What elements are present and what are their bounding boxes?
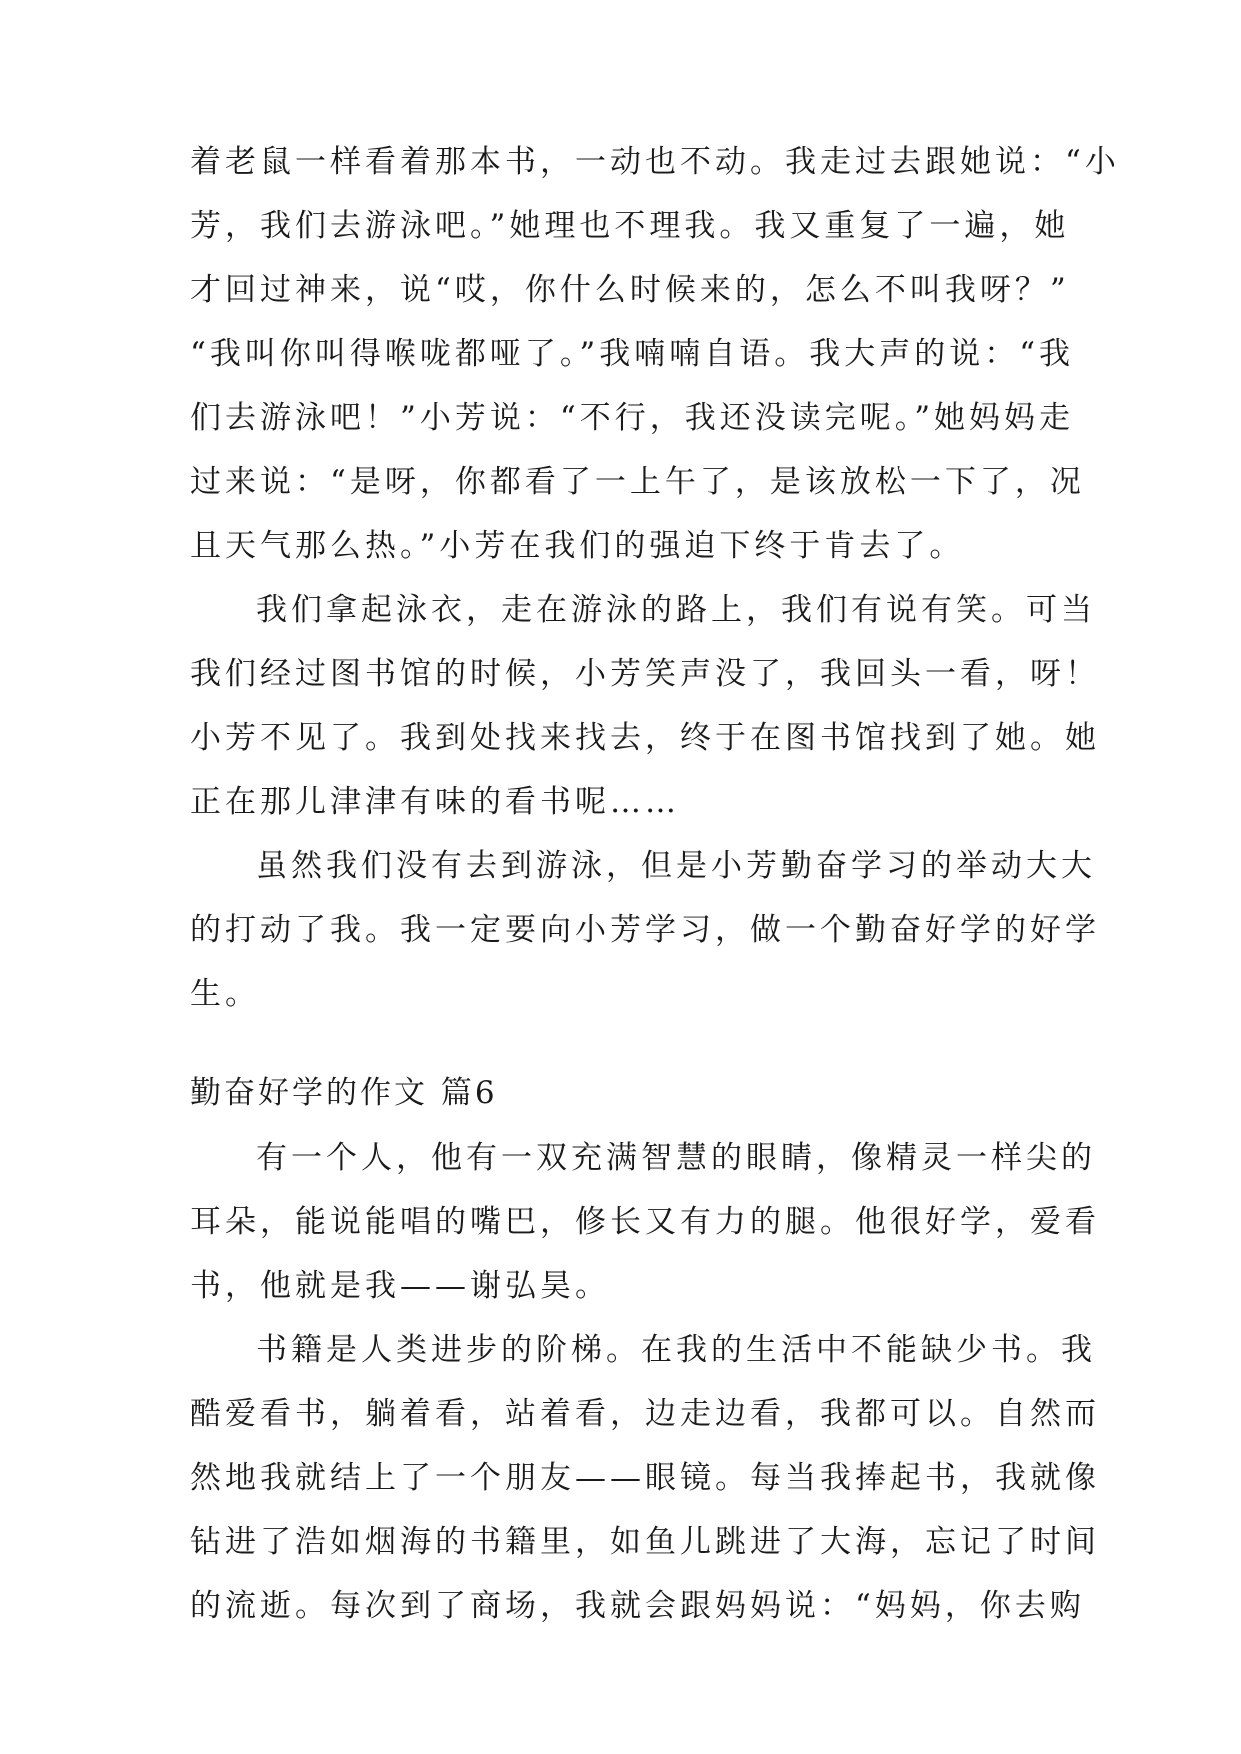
paragraph-line: 芳，我们去游泳吧。”她理也不理我。我又重复了一遍，她: [190, 208, 1070, 244]
paragraph-line: 然地我就结上了一个朋友——眼镜。每当我捧起书，我就像: [190, 1460, 1100, 1496]
paragraph-line: 我们经过图书馆的时候，小芳笑声没了，我回头一看，呀！: [190, 656, 1100, 692]
paragraph-line: 书，他就是我——谢弘昊。: [190, 1268, 610, 1304]
paragraph-line: 虽然我们没有去到游泳，但是小芳勤奋学习的举动大大: [256, 848, 1096, 884]
paragraph-line: 小芳不见了。我到处找来找去，终于在图书馆找到了她。她: [190, 720, 1100, 756]
paragraph-line: 的打动了我。我一定要向小芳学习，做一个勤奋好学的好学: [190, 912, 1100, 948]
paragraph-line: 生。: [190, 976, 260, 1012]
paragraph-line: 过来说：“是呀，你都看了一上午了，是该放松一下了，况: [190, 464, 1085, 500]
paragraph-line: 酷爱看书，躺着看，站着看，边走边看，我都可以。自然而: [190, 1396, 1100, 1432]
paragraph-line: 我们拿起泳衣，走在游泳的路上，我们有说有笑。可当: [256, 592, 1096, 628]
paragraph-line: 才回过神来，说“哎，你什么时候来的，怎么不叫我呀？”: [190, 272, 1070, 308]
paragraph-line: 有一个人，他有一双充满智慧的眼睛，像精灵一样尖的: [256, 1140, 1096, 1176]
paragraph-line: “我叫你叫得喉咙都哑了。”我喃喃自语。我大声的说：“我: [190, 336, 1075, 372]
paragraph-line: 着老鼠一样看着那本书，一动也不动。我走过去跟她说：“小: [190, 144, 1120, 180]
paragraph-line: 钻进了浩如烟海的书籍里，如鱼儿跳进了大海，忘记了时间: [190, 1524, 1100, 1560]
paragraph-line: 们去游泳吧！”小芳说：“不行，我还没读完呢。”她妈妈走: [190, 400, 1075, 436]
paragraph-line: 正在那儿津津有味的看书呢……: [190, 784, 680, 820]
paragraph-line: 书籍是人类进步的阶梯。在我的生活中不能缺少书。我: [256, 1332, 1096, 1368]
section-heading: 勤奋好学的作文 篇6: [190, 1075, 498, 1111]
paragraph-line: 且天气那么热。”小芳在我们的强迫下终于肯去了。: [190, 528, 965, 564]
paragraph-line: 耳朵，能说能唱的嘴巴，修长又有力的腿。他很好学，爱看: [190, 1204, 1100, 1240]
paragraph-line: 的流逝。每次到了商场，我就会跟妈妈说：“妈妈，你去购: [190, 1588, 1085, 1624]
